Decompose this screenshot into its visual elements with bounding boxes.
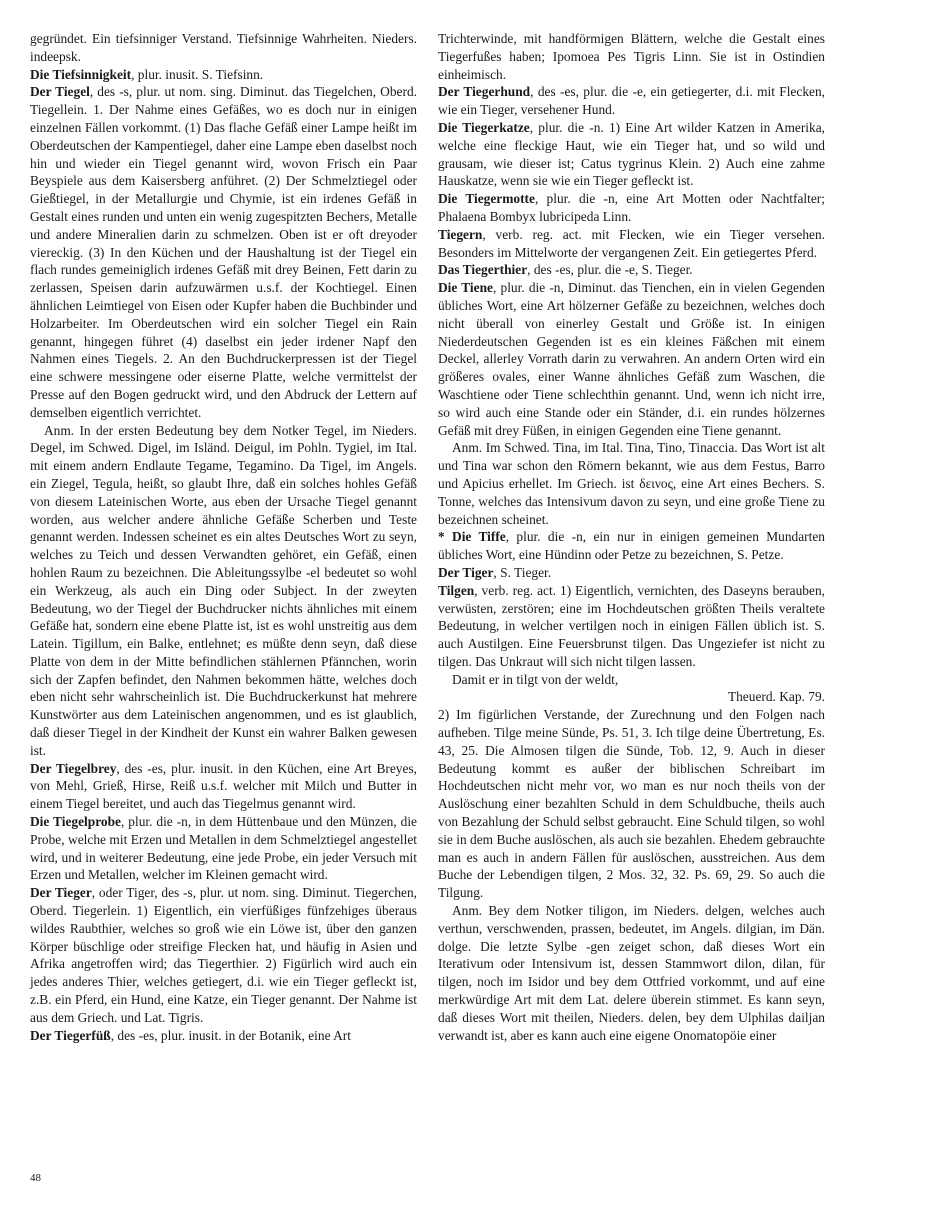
entry-text: , des -es, plur. inusit. in den Küchen, eine Art Breyes, von Mehl, Grieß, Hirse, Reiß u.s.f. welcher mit Milch und Butter in einem Tiegel bereitet, und auch das Tiegelmus genannt wird. (30, 760, 418, 812)
entry-text: , verb. reg. act. mit Flecken, wie ein Tieger versehen. Besonders im Mittelworte der vergangenen Zeit. Ein getiegertes Pferd. (438, 226, 825, 260)
dictionary-entry (438, 582, 825, 671)
dictionary-entry (438, 119, 825, 190)
entry-text: , plur. die -n. 1) Eine Art wilder Katzen in Amerika, welche eine fleckige Haut, wie ein Tieger hat, und so wild und grausam, wie dieser ist; Catus tygrinus Klein. 2) Auch eine zahme Hauskatze, wenn sie wie ein Tieger gefleckt ist. (438, 119, 825, 189)
entry-text: , des -es, plur. die -e, S. Tieger. (527, 262, 693, 278)
paragraph-text: Anm. In der ersten Bedeutung bey dem Notker Tegel, im Nieders. Degel, im Schwed. Digel, im Isländ. Deigul, im Pohln. Tygiel, im Ital. mit einem andern Endlaute Tegame, Tegamino. Da Tigel, im Angels. ein Ziegel, Tegula, heißt, so glaubt Ihre, daß ein solches hohles Gefäß von diesem Lateinischen Worte, aus eben der Ursache Tiegel genannt worden, aus welcher andere ähnliche Gefäße Scherben und Teste genannt werden. Indessen scheinet es ein altes Deutsches Wort zu seyn, welches zu Teich und dessen Verwandten gehöret, ein Gefäß, einen hohlen Raum zu bezeichnen. Die Ableitungssylbe -el bedeutet so wohl ein Werkzeug, als auch ein Ding oder Subject. In der zweyten Bedeutung, wo der Tiegel der Buchdrucker nichts ähnliches mit einem Gefäße hat, sondern eine ebene Platte ist, ist es wohl unstreitig aus dem Latein. Tigillum, ein Balke, entlehnet; es müßte denn seyn, daß diese Platte von dem in der Mitte befindlichen stählernen Pfännchen, worin sich der Zapfen befindet, den Nahmen bekommen hätte, welches doch eben nicht sehr wahrscheinlich ist. Die Buchdruckerkunst hat mehrere Kunstwörter aus dem Lateinischen angenommen, und es ist glaublich, daß dieser Tiegel in der Kindheit der Kunst ein wahrer Balken gewesen ist. (30, 422, 417, 758)
dictionary-entry (30, 1027, 417, 1045)
paragraph (438, 439, 825, 528)
dictionary-entry (438, 279, 825, 439)
headword: Tiegern (438, 226, 483, 242)
paragraph-text: Trichterwinde, mit handförmigen Blättern, welche die Gestalt eines Tiegerfußes haben; Ipomoea Pes Tigris Linn. Sie ist in Ostindien einheimisch. (438, 31, 825, 82)
paragraph (30, 30, 417, 66)
headword: Die Tiegerkatze (438, 119, 530, 135)
dictionary-entry (438, 564, 825, 582)
dictionary-entry (30, 66, 417, 84)
entry-text: , des -s, plur. ut nom. sing. Diminut. das Tiegelchen, Oberd. Tiegellein. 1. Der Nahme eines Gefäßes, wo es doch nur in einigen einzelnen Fällen vorkommt. (1) Das flache Gefäß einer Lampe heißt im Oberdeutschen der Kampentiegel, daher eine Lampe eben daselbst noch hin und wieder ein Tiegel genannt wird, wovon Frisch ein Paar Beyspiele aus dem Kaisersberg anführet. (2) Der Schmelztiegel oder Gießtiegel, in der Metallurgie und Chymie, ist ein irdenes Gefäß in Gestalt eines runden und unten ein wenig zugespitzten Bechers, Metalle und andere Mineralien darin zu schmelzen. Oben ist er oft dreyoder viereckig. (3) In den Küchen und der Haushaltung ist der Tiegel ein flach rundes gemeiniglich irdenes Gefäß mit drey Beinen, Fett darin zu zerlassen, Speisen darin aufzuwärmen u.s.f. der Kochtiegel. Einen ähnlichen Leimtiegel von Eisen oder Kupfer haben die Buchbinder und Holzarbeiter. Im Oberdeutschen wird ein solcher Tiegel ein Rain genannt, hingegen führet (4) daselbst ein jeder irdener Napf den Nahmen eines Tiegels. 2. An den Buchdruckerpressen ist der Tiegel eine schwere messingene oder eiserne Platte, welche vermittelst der Presse auf den Bogen gedruckt wird, und den Abdruck der Lettern auf demselben eigentlich verrichtet. (30, 84, 417, 420)
paragraph (30, 422, 417, 760)
entry-text: , plur. die -n, eine Art Motten oder Nachtfalter; Phalaena Bombyx lubricipeda Linn. (438, 191, 825, 224)
dictionary-entry (30, 884, 417, 1026)
entry-text: , plur. inusit. S. Tiefsinn. (131, 66, 264, 82)
entry-text: , des -es, plur. die -e, ein getiegerter, d.i. mit Flecken, wie ein Tieger, versehener Hund. (438, 84, 825, 118)
paragraph-text: Anm. Im Schwed. Tina, im Ital. Tina, Tino, Tinaccia. Das Wort ist alt und Tina war schon den Römern bekannt, wie aus dem Festus, Barro und Apicius erhellet. Im Griech. ist δεινος, eine Art eines Bechers. S. Tonne, welches das Intensivum davon zu seyn, und eine große Tiene zu bezeichnen scheinet. (438, 440, 825, 527)
paragraph-text: Anm. Bey dem Notker tiligon, im Nieders. delgen, welches auch verthun, verschwenden, prassen, bedeutet, im Angels. dilgian, im Dän. dolge. Die letzte Sylbe -gen zeiget schon, daß dieses Wort ein Iterativum oder Intensivum ist, dessen Stammwort dilon, dilan, für tilgen, noch im Isidor und bey dem Ottfried vorkommt, und auf eine merkwürdige Art mit dem Lat. delere überein stimmet. Es kann seyn, daß dieses Wort mit theilen, Nieders. delen, bey dem Ulphilas dailjan verwandt ist, aber es kann auch eine eigene Onomatopöie einer (438, 903, 825, 1043)
paragraph-text: gegründet. Ein tiefsinniger Verstand. Tiefsinnige Wahrheiten. Nieders. indeepsk. (30, 31, 417, 64)
dictionary-entry (30, 760, 417, 813)
dictionary-entry (30, 813, 417, 884)
headword: Die Tiefsinnigkeit (30, 66, 132, 82)
dictionary-entry (438, 528, 825, 564)
entry-text: , plur. die -n, Diminut. das Tienchen, ein in vielen Gegenden übliches Wort, eine Art hölzerner Gefäße zu bezeichnen, welches doch nicht überall von einerley Gestalt und Größe ist. In einigen Niederdeutschen Gegenden ist es ein kleines Fäßchen mit einem Deckel, allerley Vorrath darin zu verwahren. An andern Orten wird ein größeres ovales, einer Wanne ähnliches Gefäß zum Waschen, die Waschtiene oder Tiene schlechthin genannt. Und, wenn ich nicht irre, so wird auch eine Stande oder ein Ständer, d.i. ein rundes hölzernes Gefäß mit drey Füßen, in einigen Gegenden eine Tiene genannt. (438, 280, 825, 438)
headword: Der Tieger (30, 885, 92, 901)
entry-text: , verb. reg. act. 1) Eigentlich, vernichten, des Daseyns berauben, verwüsten, zerstören; eine im Hochdeutschen größten Theils veraltete Bedeutung, in welcher vertilgen noch in einigen Fällen üblich ist. S. auch Austilgen. Eine Feuersbrunst tilgen. Das Ungeziefer ist nicht zu tilgen. Das Unkraut will sich nicht tilgen lassen. (438, 582, 825, 669)
dictionary-entry (438, 261, 825, 279)
paragraph (438, 706, 825, 902)
quote-line: Damit er in tilgt von der weldt, (452, 671, 619, 687)
entry-text: , S. Tieger. (493, 564, 552, 580)
headword: Der Tiegerfüß (30, 1027, 111, 1043)
entry-text: , plur. die -n, in dem Hüttenbaue und den Münzen, die Probe, welche mit Erzen und Metallen in dem Schmelztiegel angestellet wird, und in weiterer Bedeutung, eine jede Probe, ein jeder Versuch mit Erzen und Metallen, welcher im Kleinen gemacht wird. (30, 814, 417, 883)
entry-text: , plur. die -n, ein nur in einigen gemeinen Mundarten übliches Wort, eine Hündinn oder Petze zu bezeichnen, S. Petze. (438, 529, 825, 563)
dictionary-entry (438, 190, 825, 226)
quote-source: Theuerd. Kap. 79. (727, 689, 825, 705)
entry-text: , oder Tiger, des -s, plur. ut nom. sing. Diminut. Tiegerchen, Oberd. Tiegerlein. 1) Eigentlich, ein vierfüßiges fünfzehiges überaus wildes Raubthier, welches so groß wie ein Löwe ist, über den ganzen Körper büschlige oder streifige Flecken hat, und häufig in Asien und Afrika angetroffen wird; das Tiegerthier. 2) Figürlich wird auch ein jedes anderes Thier, welches getiegert, d.i. wie ein Tieger gefleckt ist, z.B. ein Pferd, ein Hund, eine Katze, ein Tieger genannt. Der Nahme ist aus dem Griech. und Lat. Tigris. (30, 885, 417, 1025)
left-column (30, 30, 417, 1044)
headword: Der Tiegelbrey (30, 760, 117, 776)
dictionary-entry (438, 83, 825, 119)
paragraph (438, 30, 825, 83)
headword: Die Tiegelprobe (30, 814, 121, 830)
headword: Die Tiegermotte (438, 191, 535, 207)
page-number: 48 (30, 1172, 41, 1184)
paragraph (438, 902, 825, 1044)
entry-text: , des -es, plur. inusit. in der Botanik, eine Art (110, 1027, 351, 1043)
headword: Tilgen (438, 582, 475, 598)
headword: Die Tiene (438, 280, 493, 296)
headword: * Die Tiffe (438, 529, 506, 545)
dictionary-entry (438, 226, 825, 262)
headword: Der Tiegerhund (438, 84, 531, 100)
dictionary-entry (30, 83, 417, 421)
headword: Das Tiegerthier (438, 262, 528, 278)
headword: Der Tiegel (30, 84, 90, 100)
headword: Der Tiger (438, 564, 494, 580)
paragraph-text: 2) Im figürlichen Verstande, der Zurechnung und den Folgen nach aufheben. Tilge meine Sünde, Ps. 51, 3. Ich tilge deine Übertretung, Es. 43, 25. Die Almosen tilgen die Sünde, Tob. 12, 9. Auch in dieser Bedeutung kommt es außer der biblischen Schreibart im Hochdeutschen nicht mehr vor, wo man es nur noch theils von der Auslöschung einer bezahlten Schuld in dem Schuldbuche, theils auch von Bezahlung der Schuld selbst gebraucht. Eine Schuld tilgen, so wohl sie in dem Buche auslöschen, als auch sie bezahlen. Ehedem gebrauchte man es auch in andern Fällen für auslöschen, ausstreichen. Aus dem Buche der Lebendigen tilgen, 2 Mos. 32, 32. Ps. 69, 29. So auch die Tilgung. (438, 707, 825, 901)
right-column (438, 30, 825, 1044)
